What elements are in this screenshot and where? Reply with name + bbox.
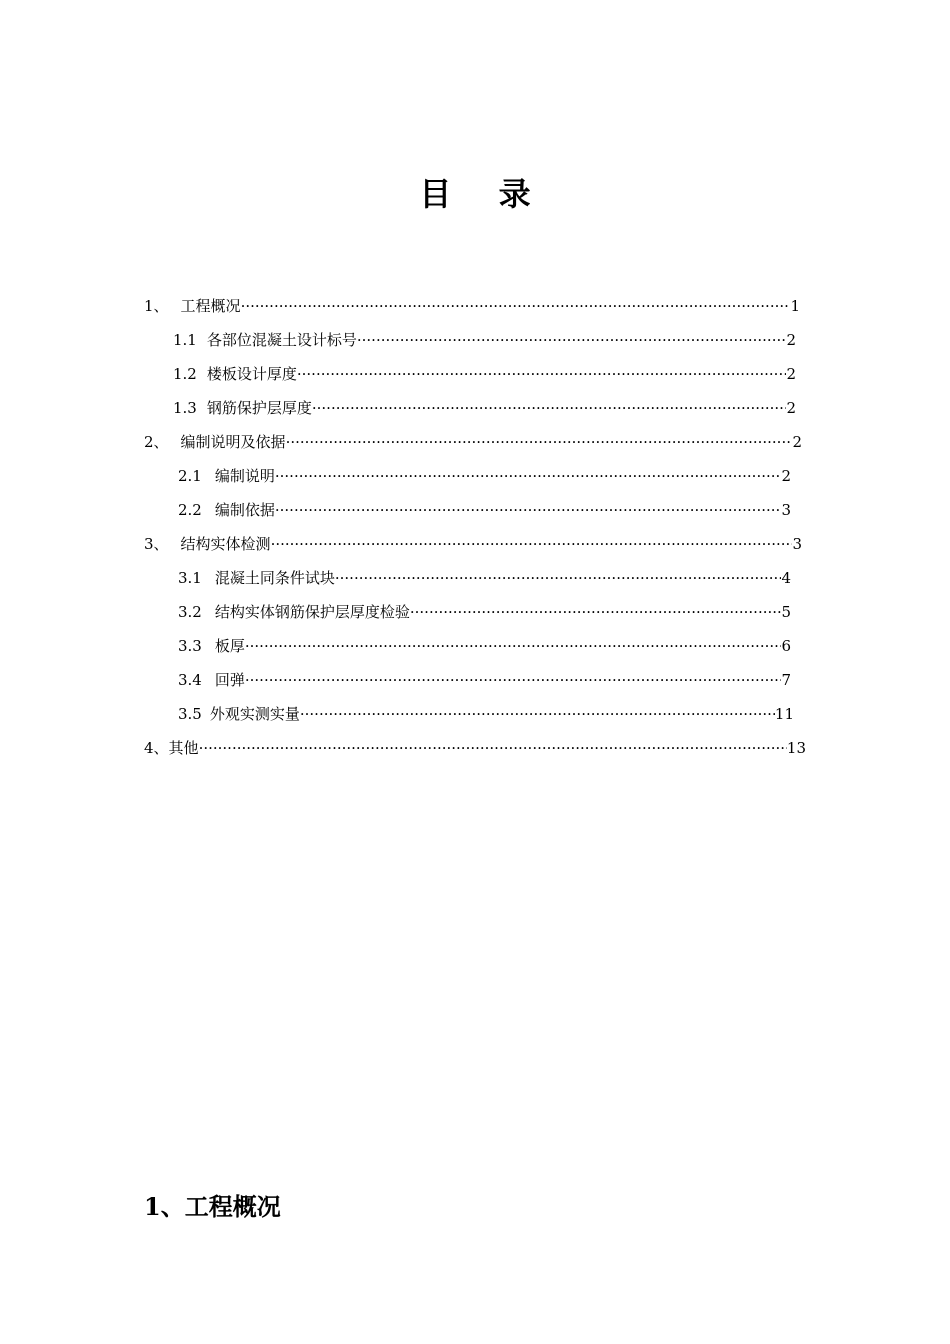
toc-entry-page: 2 bbox=[781, 467, 791, 485]
toc-entry-number: 1.3 bbox=[173, 399, 197, 417]
toc-entry-number: 2.1 bbox=[178, 467, 202, 485]
toc-entry-number: 3.1 bbox=[178, 569, 202, 587]
toc-entry-label: 编制说明及依据 bbox=[180, 433, 286, 451]
toc-entry-page: 1 bbox=[790, 297, 800, 315]
toc-entry-number: 1、 bbox=[144, 297, 169, 315]
toc-dot-leader bbox=[245, 635, 782, 657]
toc-entry-page: 2 bbox=[786, 365, 796, 383]
toc-entry-number: 3.3 bbox=[178, 637, 202, 655]
toc-dot-leader bbox=[297, 363, 787, 385]
toc-entry-1-1[interactable] bbox=[173, 329, 796, 351]
toc-dot-leader bbox=[357, 329, 787, 351]
toc-entry-label: 各部位混凝土设计标号 bbox=[206, 331, 357, 349]
toc-entry-label: 工程概况 bbox=[180, 297, 241, 315]
toc-entry-1-2[interactable] bbox=[173, 363, 796, 385]
toc-entry-1-3[interactable] bbox=[173, 397, 796, 419]
toc-entry-3-2[interactable] bbox=[178, 601, 791, 623]
toc-entry-page: 5 bbox=[781, 603, 791, 621]
toc-entry-4[interactable] bbox=[144, 737, 806, 759]
toc-entry-number: 2.2 bbox=[178, 501, 202, 519]
toc-entry-label: 其他 bbox=[168, 739, 199, 757]
toc-entry-number: 4、 bbox=[144, 739, 169, 757]
toc-entry-page: 3 bbox=[792, 535, 802, 553]
toc-entry-label: 混凝土同条件试块 bbox=[214, 569, 335, 587]
toc-dot-leader bbox=[199, 737, 787, 759]
toc-entry-page: 3 bbox=[781, 501, 791, 519]
toc-entry-label: 楼板设计厚度 bbox=[206, 365, 297, 383]
toc-entry-2-2[interactable] bbox=[178, 499, 791, 521]
toc-entry-page: 13 bbox=[786, 739, 806, 757]
toc-entry-3-4[interactable] bbox=[178, 669, 791, 691]
toc-entry-page: 6 bbox=[781, 637, 791, 655]
toc-entry-label: 结构实体检测 bbox=[180, 535, 271, 553]
toc-dot-leader bbox=[241, 295, 791, 317]
toc-entry-1[interactable] bbox=[144, 295, 800, 317]
toc-entry-page: 2 bbox=[792, 433, 802, 451]
toc-dot-leader bbox=[271, 533, 793, 555]
toc-dot-leader bbox=[300, 703, 775, 725]
toc-entry-page: 11 bbox=[774, 705, 794, 723]
toc-title: 目 录 bbox=[419, 175, 549, 213]
toc-entry-number: 3、 bbox=[144, 535, 169, 553]
toc-entry-2-1[interactable] bbox=[178, 465, 791, 487]
toc-entry-label: 外观实测实量 bbox=[209, 705, 300, 723]
toc-entry-label: 编制说明 bbox=[214, 467, 275, 485]
toc-entry-3-1[interactable] bbox=[178, 567, 791, 589]
toc-entry-page: 4 bbox=[781, 569, 791, 587]
section-heading: 1、工程概况 bbox=[144, 1192, 281, 1221]
toc-entry-number: 2、 bbox=[144, 433, 169, 451]
toc-entry-number: 1.1 bbox=[173, 331, 197, 349]
toc-entry-label: 结构实体钢筋保护层厚度检验 bbox=[214, 603, 410, 621]
toc-entry-label: 板厚 bbox=[214, 637, 245, 655]
toc-entry-3-5[interactable] bbox=[178, 703, 794, 725]
toc-entry-3[interactable] bbox=[144, 533, 802, 555]
toc-entry-page: 2 bbox=[786, 399, 796, 417]
toc-dot-leader bbox=[312, 397, 787, 419]
toc-dot-leader bbox=[335, 567, 782, 589]
toc-entry-3-3[interactable] bbox=[178, 635, 791, 657]
toc-entry-number: 3.4 bbox=[178, 671, 202, 689]
toc-dot-leader bbox=[275, 499, 782, 521]
toc-entry-number: 3.5 bbox=[178, 705, 202, 723]
toc-dot-leader bbox=[275, 465, 782, 487]
toc-entry-page: 7 bbox=[781, 671, 791, 689]
toc-entry-label: 编制依据 bbox=[214, 501, 275, 519]
toc-entry-number: 3.2 bbox=[178, 603, 202, 621]
toc-entry-page: 2 bbox=[786, 331, 796, 349]
toc-entry-2[interactable] bbox=[144, 431, 802, 453]
toc-entry-number: 1.2 bbox=[173, 365, 197, 383]
toc-dot-leader bbox=[410, 601, 782, 623]
toc-dot-leader bbox=[286, 431, 793, 453]
toc-dot-leader bbox=[245, 669, 782, 691]
toc-entry-label: 回弹 bbox=[214, 671, 245, 689]
toc-entry-label: 钢筋保护层厚度 bbox=[206, 399, 312, 417]
